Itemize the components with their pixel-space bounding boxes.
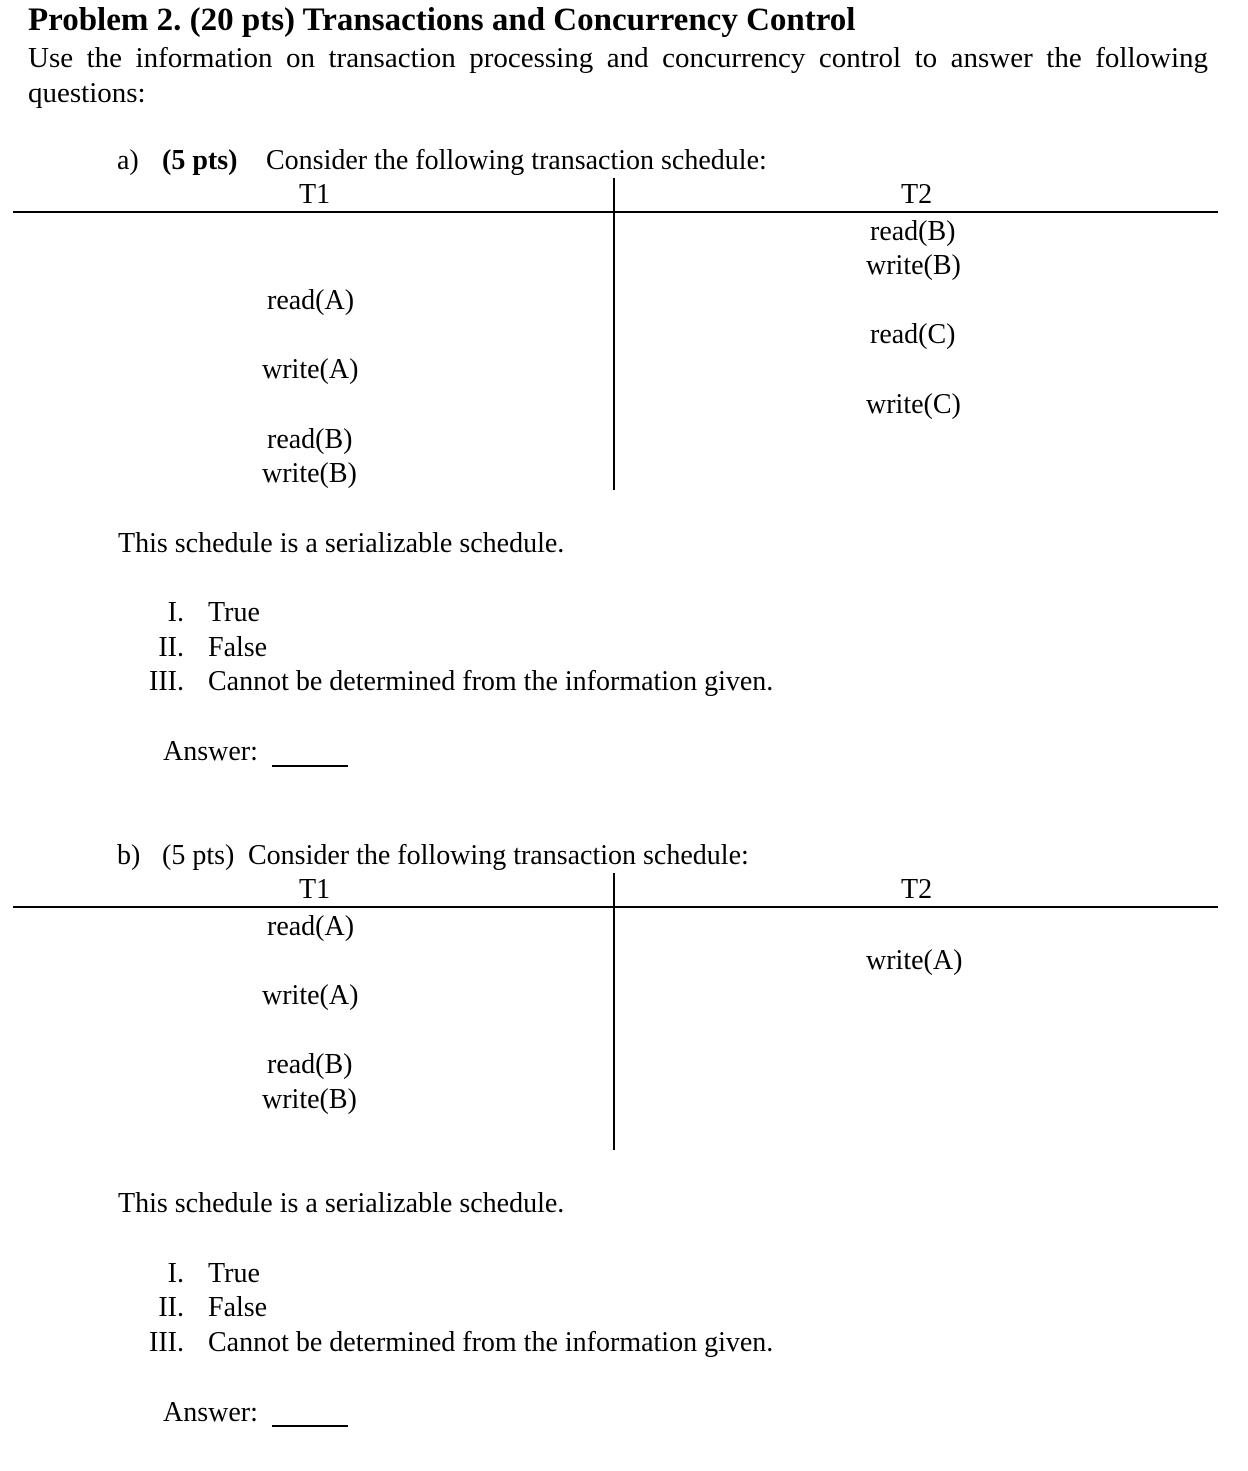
part-b-col-t2: T2 — [901, 874, 933, 905]
part-b-choice-number: I. — [167, 1258, 184, 1289]
part-a-letter: a) — [117, 145, 139, 176]
part-b-t1-op: read(A) — [267, 911, 355, 942]
part-b-choice-false: False — [208, 1292, 268, 1323]
part-b-choice-number: III. — [149, 1327, 184, 1358]
part-a-col-t1: T1 — [299, 179, 331, 210]
part-b-answer-label: Answer: — [163, 1397, 258, 1428]
part-b-answer-blank[interactable] — [272, 1425, 348, 1427]
part-a-prompt: Consider the following transaction schedule: — [266, 145, 767, 176]
part-a-statement: This schedule is a serializable schedule. — [118, 528, 565, 559]
part-a-choice-true: True — [208, 597, 260, 628]
part-b-choice-undetermined: Cannot be determined from the information given. — [208, 1327, 774, 1358]
part-b-t1-op: write(A) — [262, 980, 359, 1011]
part-b-t1-op: write(B) — [262, 1084, 357, 1115]
part-b-column-divider — [613, 873, 615, 1150]
part-a-column-divider — [613, 178, 615, 490]
part-a-choice-number: III. — [149, 666, 184, 697]
part-a-answer-label: Answer: — [163, 736, 258, 767]
part-b-header-rule — [13, 906, 1218, 908]
part-a-t1-op: write(B) — [262, 458, 357, 489]
part-a-t2-op: write(C) — [866, 389, 961, 420]
part-a-t2-op: read(B) — [870, 216, 956, 247]
part-a-col-t2: T2 — [901, 179, 933, 210]
part-b-choice-number: II. — [158, 1292, 184, 1323]
part-b-statement: This schedule is a serializable schedule. — [118, 1188, 565, 1219]
part-a-t2-op: read(C) — [870, 319, 956, 350]
part-a-choice-false: False — [208, 632, 268, 663]
part-b-col-t1: T1 — [299, 874, 331, 905]
part-a-t1-op: write(A) — [262, 354, 359, 385]
problem-intro: Use the information on transaction processing and concurrency control to answer the following questions: — [28, 42, 1208, 109]
problem-title: Problem 2. (20 pts) Transactions and Concurrency Control — [28, 2, 856, 38]
part-a-choice-number: I. — [167, 597, 184, 628]
part-b-letter: b) — [117, 840, 141, 871]
part-b-prompt: Consider the following transaction schedule: — [248, 840, 749, 871]
part-b-points: (5 pts) — [162, 840, 235, 871]
part-a-choice-number: II. — [158, 632, 184, 663]
part-a-choice-undetermined: Cannot be determined from the information given. — [208, 666, 774, 697]
part-a-points: (5 pts) — [162, 145, 238, 176]
part-a-header-rule — [13, 211, 1218, 213]
part-b-t1-op: read(B) — [267, 1049, 353, 1080]
part-b-t2-op: write(A) — [866, 945, 963, 976]
part-a-answer-blank[interactable] — [272, 765, 348, 767]
part-b-choice-true: True — [208, 1258, 260, 1289]
part-a-t2-op: write(B) — [866, 250, 961, 281]
part-a-t1-op: read(B) — [267, 424, 353, 455]
part-a-t1-op: read(A) — [267, 285, 355, 316]
